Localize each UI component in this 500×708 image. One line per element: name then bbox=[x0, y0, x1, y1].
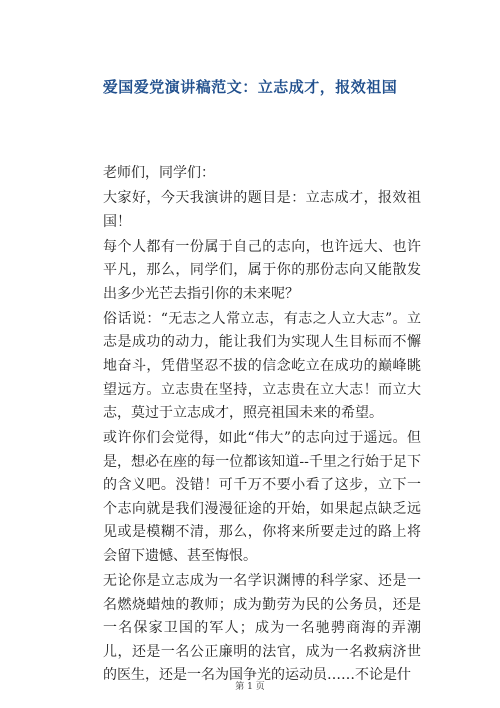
paragraph-first-step: 或许你们会觉得，如此“伟大”的志向过于遥远。但是，想必在座的每一位都该知道--千里之行始于足下的含义吧。没错！可千万不要小看了这步，立下一个志向就是我们漫漫征途的开始，如果起点缺乏远见或是模糊不清，那么，你将来所要走过的路上将会留下遗憾、甚至悔恨。 bbox=[103, 430, 421, 565]
paragraph-aspiration: 每个人都有一份属于自己的志向，也许远大、也许平凡，那么，同学们，属于你的那份志向又能散发出多少光芒去指引你的未来呢？ bbox=[103, 238, 421, 302]
paragraph-intro: 大家好，今天我演讲的题目是：立志成才，报效祖国！ bbox=[103, 189, 421, 230]
paragraph-proverb: 俗话说：“无志之人常立志，有志之人立大志”。立志是成功的动力，能让我们为实现人生目标而不懈地奋斗，凭借坚忍不拔的信念屹立在成功的巅峰眺望远方。立志贵在坚持，立志贵在立大志！而立大志，莫过于立志成才，照亮祖国未来的希望。 bbox=[103, 310, 421, 422]
page-number: 第 1 页 bbox=[235, 682, 265, 692]
paragraph-careers: 无论你是立志成为一名学识渊博的科学家、还是一名燃烧蜡烛的教师；成为勤劳为民的公务员，还是一名保家卫国的军人；成为一名驰骋商海的弄潮儿，还是一名公正廉明的法官，成为一名救病济世的医生，还是一名为国争光的运动员……不论是什 bbox=[103, 573, 421, 684]
paragraph-greeting: 老师们，同学们： bbox=[103, 165, 215, 181]
document-title: 爱国爱党演讲稿范文：立志成才，报效祖国 bbox=[102, 78, 398, 96]
document-body bbox=[103, 162, 421, 689]
